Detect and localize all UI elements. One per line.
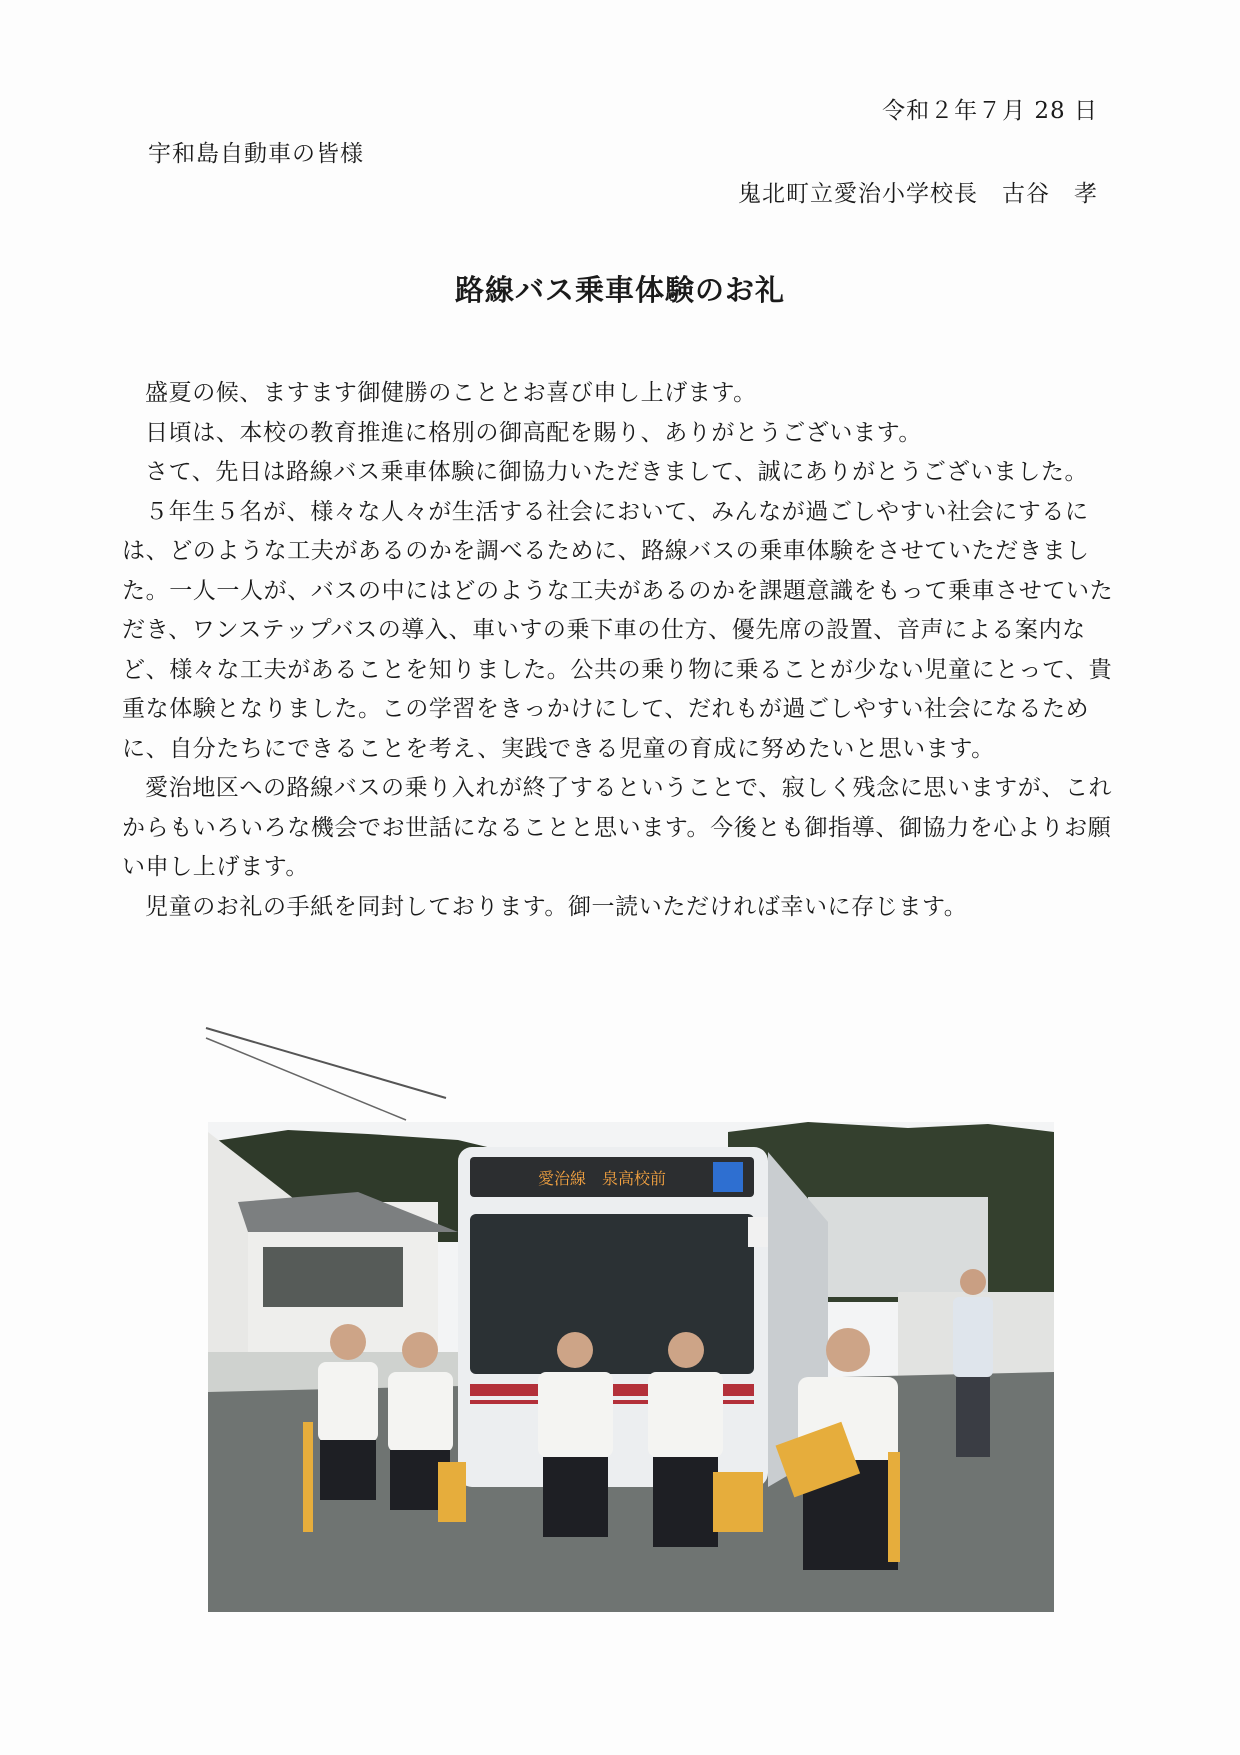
overhead-wire: [206, 1020, 446, 1130]
body-paragraph: 愛治地区への路線バスの乗り入れが終了するということで、寂しく残念に思いますが、これからもいろいろな機会でお世話になることと思います。今後とも御指導、御協力を心よりお願い申し上げます。: [122, 775, 1113, 880]
body-paragraph: さて、先日は路線バス乗車体験に御協力いただきまして、誠にありがとうございました。: [145, 459, 1089, 485]
body-paragraph: 児童のお礼の手紙を同封しております。御一読いただければ幸いに存じます。: [145, 893, 968, 920]
body-paragraph: 日頃は、本校の教育推進に格別の御高配を賜り、ありがとうございます。: [145, 419, 922, 446]
body-paragraph: 盛夏の候、ますます御健勝のこととお喜び申し上げます。: [145, 380, 757, 406]
letter-body: [122, 374, 1122, 927]
sender-name: 鬼北町立愛治小学校長 古谷 孝: [738, 181, 1098, 207]
letter-title: 路線バス乗車体験のお礼: [454, 273, 785, 307]
letter-date: 令和２年７月 28 日: [882, 98, 1098, 124]
bus-destination-sign: 愛治線 泉高校前: [538, 1169, 667, 1188]
bus-photo: [208, 1122, 1054, 1612]
recipient-name: 宇和島自動車の皆様: [148, 141, 364, 167]
body-paragraph: ５年生５名が、様々な人々が生活する社会において、みんなが過ごしやすい社会にするには、どのような工夫があるのかを調べるために、路線バスの乗車体験をさせていただきました。一人一人が、バスの中にはどのような工夫があるのかを課題意識をもって乗車させていただき、ワンステップバスの導入、車いすの乗下車の仕方、優先席の設置、音声による案内など、様々な工夫があることを知りました。公共の乗り物に乗ることが少ない児童にとって、貴重な体験となりました。この学習をきっかけにして、だれもが過ごしやすい社会になるために、自分たちにできることを考え、実践できる児童の育成に努めたいと思います。: [122, 498, 1114, 762]
